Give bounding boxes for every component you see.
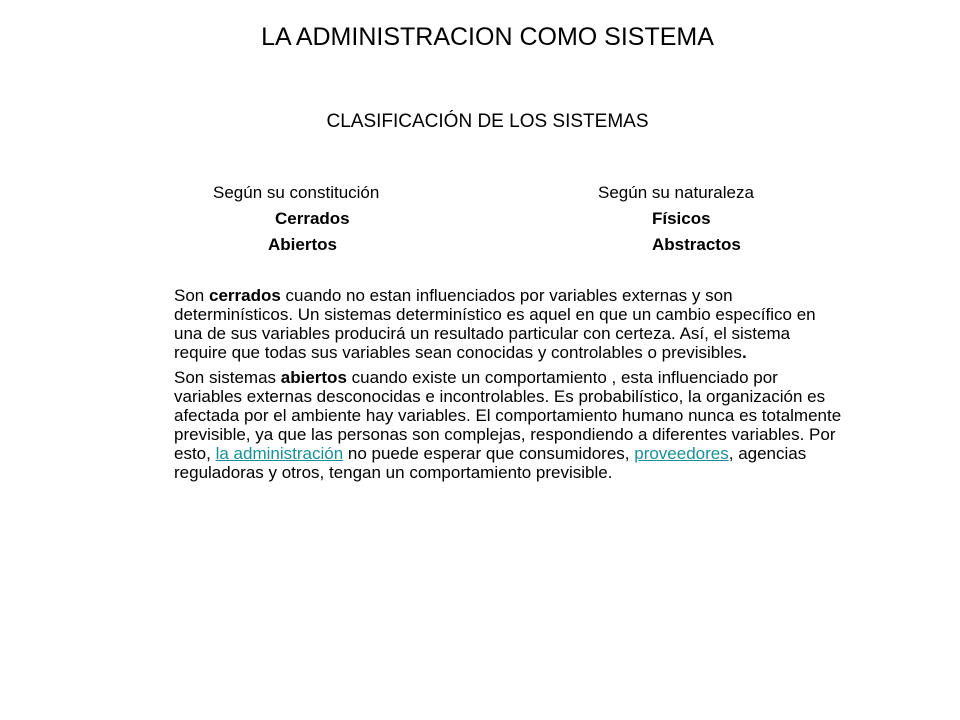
body-text xyxy=(174,286,844,488)
p2-text-1: cuando existe un comportamiento , esta influenciado por variables externas desconocidas e incontrolables. Es probabilístico, la organización es afectada por el ambiente hay variables. El comportamiento humano nunca es totalmente previsible, ya que las personas son complejas, respondiendo a diferentes variables. Por esto, xyxy=(174,368,842,463)
p2-text-3: , agencias reguladoras y otros, tengan un comportamiento previsible. xyxy=(174,444,807,482)
constitution-header: Según su constitución xyxy=(213,183,380,202)
slide-title: LA ADMINISTRACION COMO SISTEMA xyxy=(261,23,714,51)
p1-end: . xyxy=(741,343,747,362)
paragraph-open-systems xyxy=(174,368,844,482)
link-la-administracion[interactable]: la administración xyxy=(215,444,344,463)
constitution-item-abiertos: Abiertos xyxy=(268,235,337,254)
nature-header: Según su naturaleza xyxy=(598,183,754,202)
constitution-item-cerrados: Cerrados xyxy=(275,209,350,228)
p1-bold-term: cerrados xyxy=(208,286,281,305)
link-proveedores[interactable]: proveedores xyxy=(634,444,729,463)
p1-prefix: Son xyxy=(174,286,209,305)
p2-bold-term: abiertos xyxy=(280,368,347,387)
nature-item-fisicos: Físicos xyxy=(652,209,711,228)
nature-item-abstractos: Abstractos xyxy=(652,235,741,254)
slide-subtitle: CLASIFICACIÓN DE LOS SISTEMAS xyxy=(326,111,649,132)
p1-text: cuando no estan influenciados por variables externas y son determinísticos. Un sistemas determinístico es aquel en que un cambio específico en una de sus variables producirá un resultado particular con certeza. Así, el sistema require que todas sus variables sean conocidas y controlables o previsibles xyxy=(174,286,816,362)
paragraph-closed-systems xyxy=(174,286,844,362)
p2-text-2: no puede esperar que consumidores, xyxy=(343,444,635,463)
p2-prefix: Son sistemas xyxy=(174,368,281,387)
